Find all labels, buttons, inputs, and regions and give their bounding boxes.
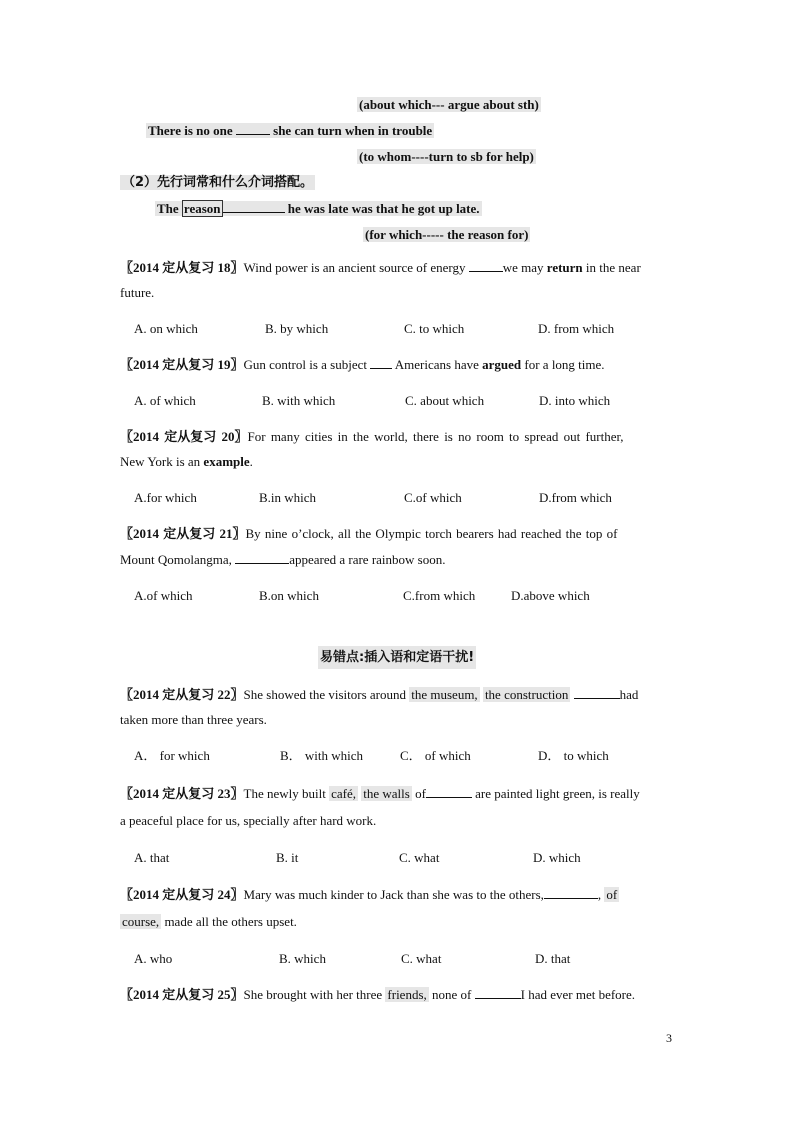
question-text: Wind power is an ancient source of energy (243, 260, 469, 275)
blank-line (223, 200, 285, 213)
question-text: in the near (582, 260, 641, 275)
blank-line (574, 686, 620, 699)
question-text: Mary was much kinder to Jack than she was to the others, (243, 887, 544, 902)
question-text: we may (502, 260, 547, 275)
key-word: return (546, 260, 583, 275)
blank-line (544, 886, 598, 899)
question-20-line2 (120, 453, 253, 471)
question-25 (120, 986, 635, 1004)
option-a[interactable]: A.for which (134, 490, 197, 505)
blank-line (236, 122, 270, 135)
question-text: , (597, 887, 602, 902)
option-d[interactable]: D. which (533, 850, 581, 865)
blank-line (370, 356, 392, 369)
question-tag: 〖2014 定从复习 18〗 (120, 260, 244, 275)
question-24 (120, 886, 619, 904)
question-text: appeared a rare rainbow soon. (289, 552, 446, 567)
key-word: argued (482, 357, 522, 372)
option-d[interactable]: D.above which (511, 588, 590, 603)
error-point-heading-text: 易错点:插入语和定语干扰! (318, 646, 476, 669)
option-b[interactable]: B. by which (265, 321, 329, 336)
question-23 (120, 785, 640, 803)
question-text: for a long time. (521, 357, 605, 372)
option-a[interactable]: A. that (134, 850, 170, 865)
question-tag: 〖2014 定从复习 25〗 (120, 987, 244, 1002)
section-heading-text: （2）先行词常和什么介词搭配。 (122, 175, 314, 190)
option-d[interactable]: D． to which (538, 748, 609, 763)
question-text: . (249, 454, 253, 469)
question-text: are painted light green, is really (471, 786, 640, 801)
option-d[interactable]: D.from which (539, 490, 612, 505)
question-text: She showed the visitors around (243, 687, 410, 702)
question-18-line2: future. (120, 285, 155, 300)
question-text: I had ever met before. (520, 987, 636, 1002)
option-b[interactable]: B.on which (259, 588, 319, 603)
option-c[interactable]: C. about which (405, 393, 485, 408)
highlighted-phrase: café, (331, 786, 356, 801)
highlighted-phrase: friends, (387, 987, 427, 1002)
question-tag: 〖2014 定从复习 23〗 (120, 786, 244, 801)
intro-note-whom (357, 148, 536, 166)
option-c[interactable]: C． of which (400, 748, 471, 763)
intro-note-whom-text: (to whom----turn to sb for help) (359, 149, 534, 164)
highlighted-phrase: of (606, 887, 618, 902)
intro-note-about (357, 96, 541, 114)
intro-sentence-part1: There is no one (148, 123, 236, 138)
option-c[interactable]: C. what (401, 951, 442, 966)
question-text: of (411, 786, 426, 801)
intro-sentence-part2: she can turn when in trouble (269, 123, 433, 138)
key-word: example (203, 454, 250, 469)
option-a[interactable]: A. who (134, 951, 173, 966)
blank-line (235, 551, 289, 564)
question-18 (120, 259, 641, 277)
question-tag: 〖2014 定从复习 24〗 (120, 887, 244, 902)
reason-rest: he was late was that he got up late. (284, 201, 480, 216)
question-text: The newly built (243, 786, 330, 801)
question-22-line2: taken more than three years. (120, 712, 267, 727)
option-a[interactable]: A.of which (134, 588, 193, 603)
reason-example (155, 200, 482, 218)
question-22 (120, 686, 638, 704)
option-b[interactable]: B. it (276, 850, 299, 865)
option-c[interactable]: C. what (399, 850, 440, 865)
question-text: She brought with her three (243, 987, 386, 1002)
question-text: Americans have (392, 357, 483, 372)
question-text: had (619, 687, 639, 702)
intro-note-about-text: (about which--- argue about sth) (359, 97, 539, 112)
question-tag: 〖2014 定从复习 20〗 (120, 429, 248, 444)
option-d[interactable]: D. that (535, 951, 571, 966)
question-text: By nine o’clock, all the Olympic torch bearers had reached the top of (245, 526, 618, 541)
question-text: made all the others upset. (161, 914, 297, 929)
question-tag: 〖2014 定从复习 21〗 (120, 526, 246, 541)
blank-line (469, 259, 503, 272)
question-text: none of (428, 987, 475, 1002)
option-b[interactable]: B． with which (280, 748, 364, 763)
reason-note-text: (for which----- the reason for) (365, 227, 529, 242)
option-c[interactable]: C.of which (404, 490, 462, 505)
option-a[interactable]: A． for which (134, 748, 210, 763)
section-heading (120, 174, 315, 192)
reason-word: reason (183, 201, 221, 216)
question-text: Mount Qomolangma, (120, 552, 236, 567)
blank-line (426, 785, 472, 798)
option-c[interactable]: C.from which (403, 588, 476, 603)
intro-example-sentence (146, 122, 434, 140)
option-b[interactable]: B. which (279, 951, 326, 966)
highlighted-phrase: the construction (484, 687, 569, 702)
reason-example-highlight (155, 201, 482, 216)
option-d[interactable]: D. into which (539, 393, 611, 408)
option-a[interactable]: A. of which (134, 393, 196, 408)
reason-note (363, 226, 530, 244)
highlighted-phrase: course, (122, 914, 160, 929)
option-d[interactable]: D. from which (538, 321, 615, 336)
question-tag: 〖2014 定从复习 19〗 (120, 357, 244, 372)
reason-the: The (157, 201, 182, 216)
question-tag: 〖2014 定从复习 22〗 (120, 687, 244, 702)
option-c[interactable]: C. to which (404, 321, 465, 336)
intro-sentence-highlight (146, 123, 434, 138)
question-text: For many cities in the world, there is no room to spread out further, (247, 429, 624, 444)
question-21 (120, 525, 617, 543)
question-19 (120, 356, 605, 374)
question-24-line2 (120, 913, 297, 931)
question-21-line2 (120, 551, 445, 569)
question-20 (120, 428, 624, 446)
page-number: 3 (666, 1031, 672, 1045)
highlighted-phrase: the museum, (411, 687, 478, 702)
question-text: Gun control is a subject (243, 357, 371, 372)
blank-line (475, 986, 521, 999)
question-text: New York is an (120, 454, 204, 469)
highlighted-phrase: the walls (363, 786, 410, 801)
option-b[interactable]: B.in which (259, 490, 317, 505)
option-a[interactable]: A. on which (134, 321, 198, 336)
error-point-heading (318, 649, 476, 667)
question-23-line2: a peaceful place for us, specially after hard work. (120, 813, 377, 828)
option-b[interactable]: B. with which (262, 393, 336, 408)
